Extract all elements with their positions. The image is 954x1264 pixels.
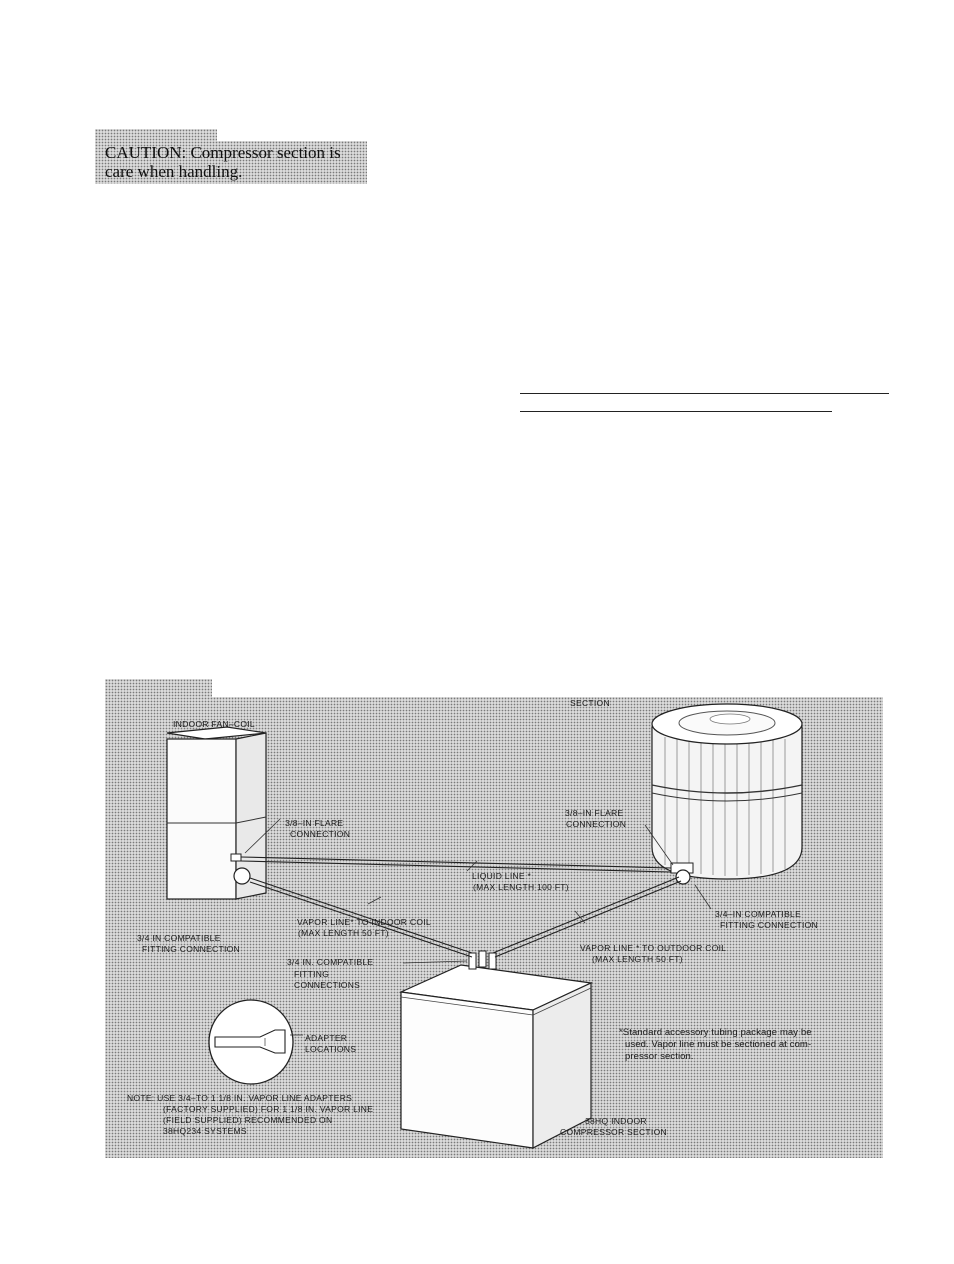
label-flare-right-1: 3/8–IN FLARE <box>565 808 624 818</box>
label-compat-right-2: FITTING CONNECTION <box>720 920 818 930</box>
label-compressor-2: COMPRESSOR SECTION <box>560 1127 667 1137</box>
label-vapor-outdoor-1: VAPOR LINE * TO OUTDOOR COIL <box>580 943 727 953</box>
label-footnote-2: used. Vapor line must be sectioned at com- <box>625 1039 812 1050</box>
caution-line-2: care when handling. <box>105 162 243 181</box>
label-vapor-indoor-1: VAPOR LINE* TO INDOOR COIL <box>297 917 431 927</box>
label-outdoor-section: SECTION <box>570 698 610 708</box>
label-compressor-1: 38HQ INDOOR <box>585 1116 647 1126</box>
underline-rule-2 <box>520 411 832 412</box>
label-compat-center-1: 3/4 IN. COMPATIBLE <box>287 957 374 967</box>
refrigerant-lines <box>241 857 681 957</box>
label-note-3: (FIELD SUPPLIED) RECOMMENDED ON <box>163 1115 333 1125</box>
underline-rule-1 <box>520 393 889 394</box>
label-adapter-2: LOCATIONS <box>305 1044 357 1054</box>
label-compat-center-3: CONNECTIONS <box>294 980 361 990</box>
label-footnote-1: *Standard accessory tubing package may be <box>619 1027 812 1038</box>
caution-box <box>95 141 367 184</box>
figure-tab <box>105 679 212 699</box>
indoor-fan-coil-unit <box>167 727 266 899</box>
label-compat-right-1: 3/4–IN COMPATIBLE <box>715 909 802 919</box>
label-vapor-outdoor-2: (MAX LENGTH 50 FT) <box>592 954 683 964</box>
label-compat-left-1: 3/4 IN COMPATIBLE <box>137 933 221 943</box>
label-note-4: 38HQ234 SYSTEMS <box>163 1126 247 1136</box>
piping-diagram <box>105 697 883 1158</box>
label-note-2: (FACTORY SUPPLIED) FOR 1 1/8 IN. VAPOR LINE <box>163 1104 374 1114</box>
adapter-detail <box>209 1000 303 1084</box>
caution-line-1: CAUTION: Compressor section is <box>105 143 341 162</box>
outdoor-coil-unit <box>652 704 802 884</box>
indoor-compressor-unit <box>401 951 591 1148</box>
label-flare-left-1: 3/8–IN FLARE <box>285 818 344 828</box>
label-liquid-line-1: LIQUID LINE * <box>472 871 532 881</box>
label-vapor-indoor-2: (MAX LENGTH 50 FT) <box>298 928 389 938</box>
label-compat-center-2: FITTING <box>294 969 330 979</box>
label-note-1: NOTE: USE 3/4–TO 1 1/8 IN. VAPOR LINE ADAPTERS <box>127 1093 353 1103</box>
label-flare-left-2: CONNECTION <box>290 829 351 839</box>
label-compat-left-2: FITTING CONNECTION <box>142 944 240 954</box>
label-liquid-line-2: (MAX LENGTH 100 FT) <box>473 882 569 892</box>
label-adapter-1: ADAPTER <box>305 1033 348 1043</box>
label-flare-right-2: CONNECTION <box>566 819 627 829</box>
label-footnote-3: pressor section. <box>625 1051 694 1062</box>
label-indoor-fan-coil: INDOOR FAN–COIL <box>173 719 255 729</box>
